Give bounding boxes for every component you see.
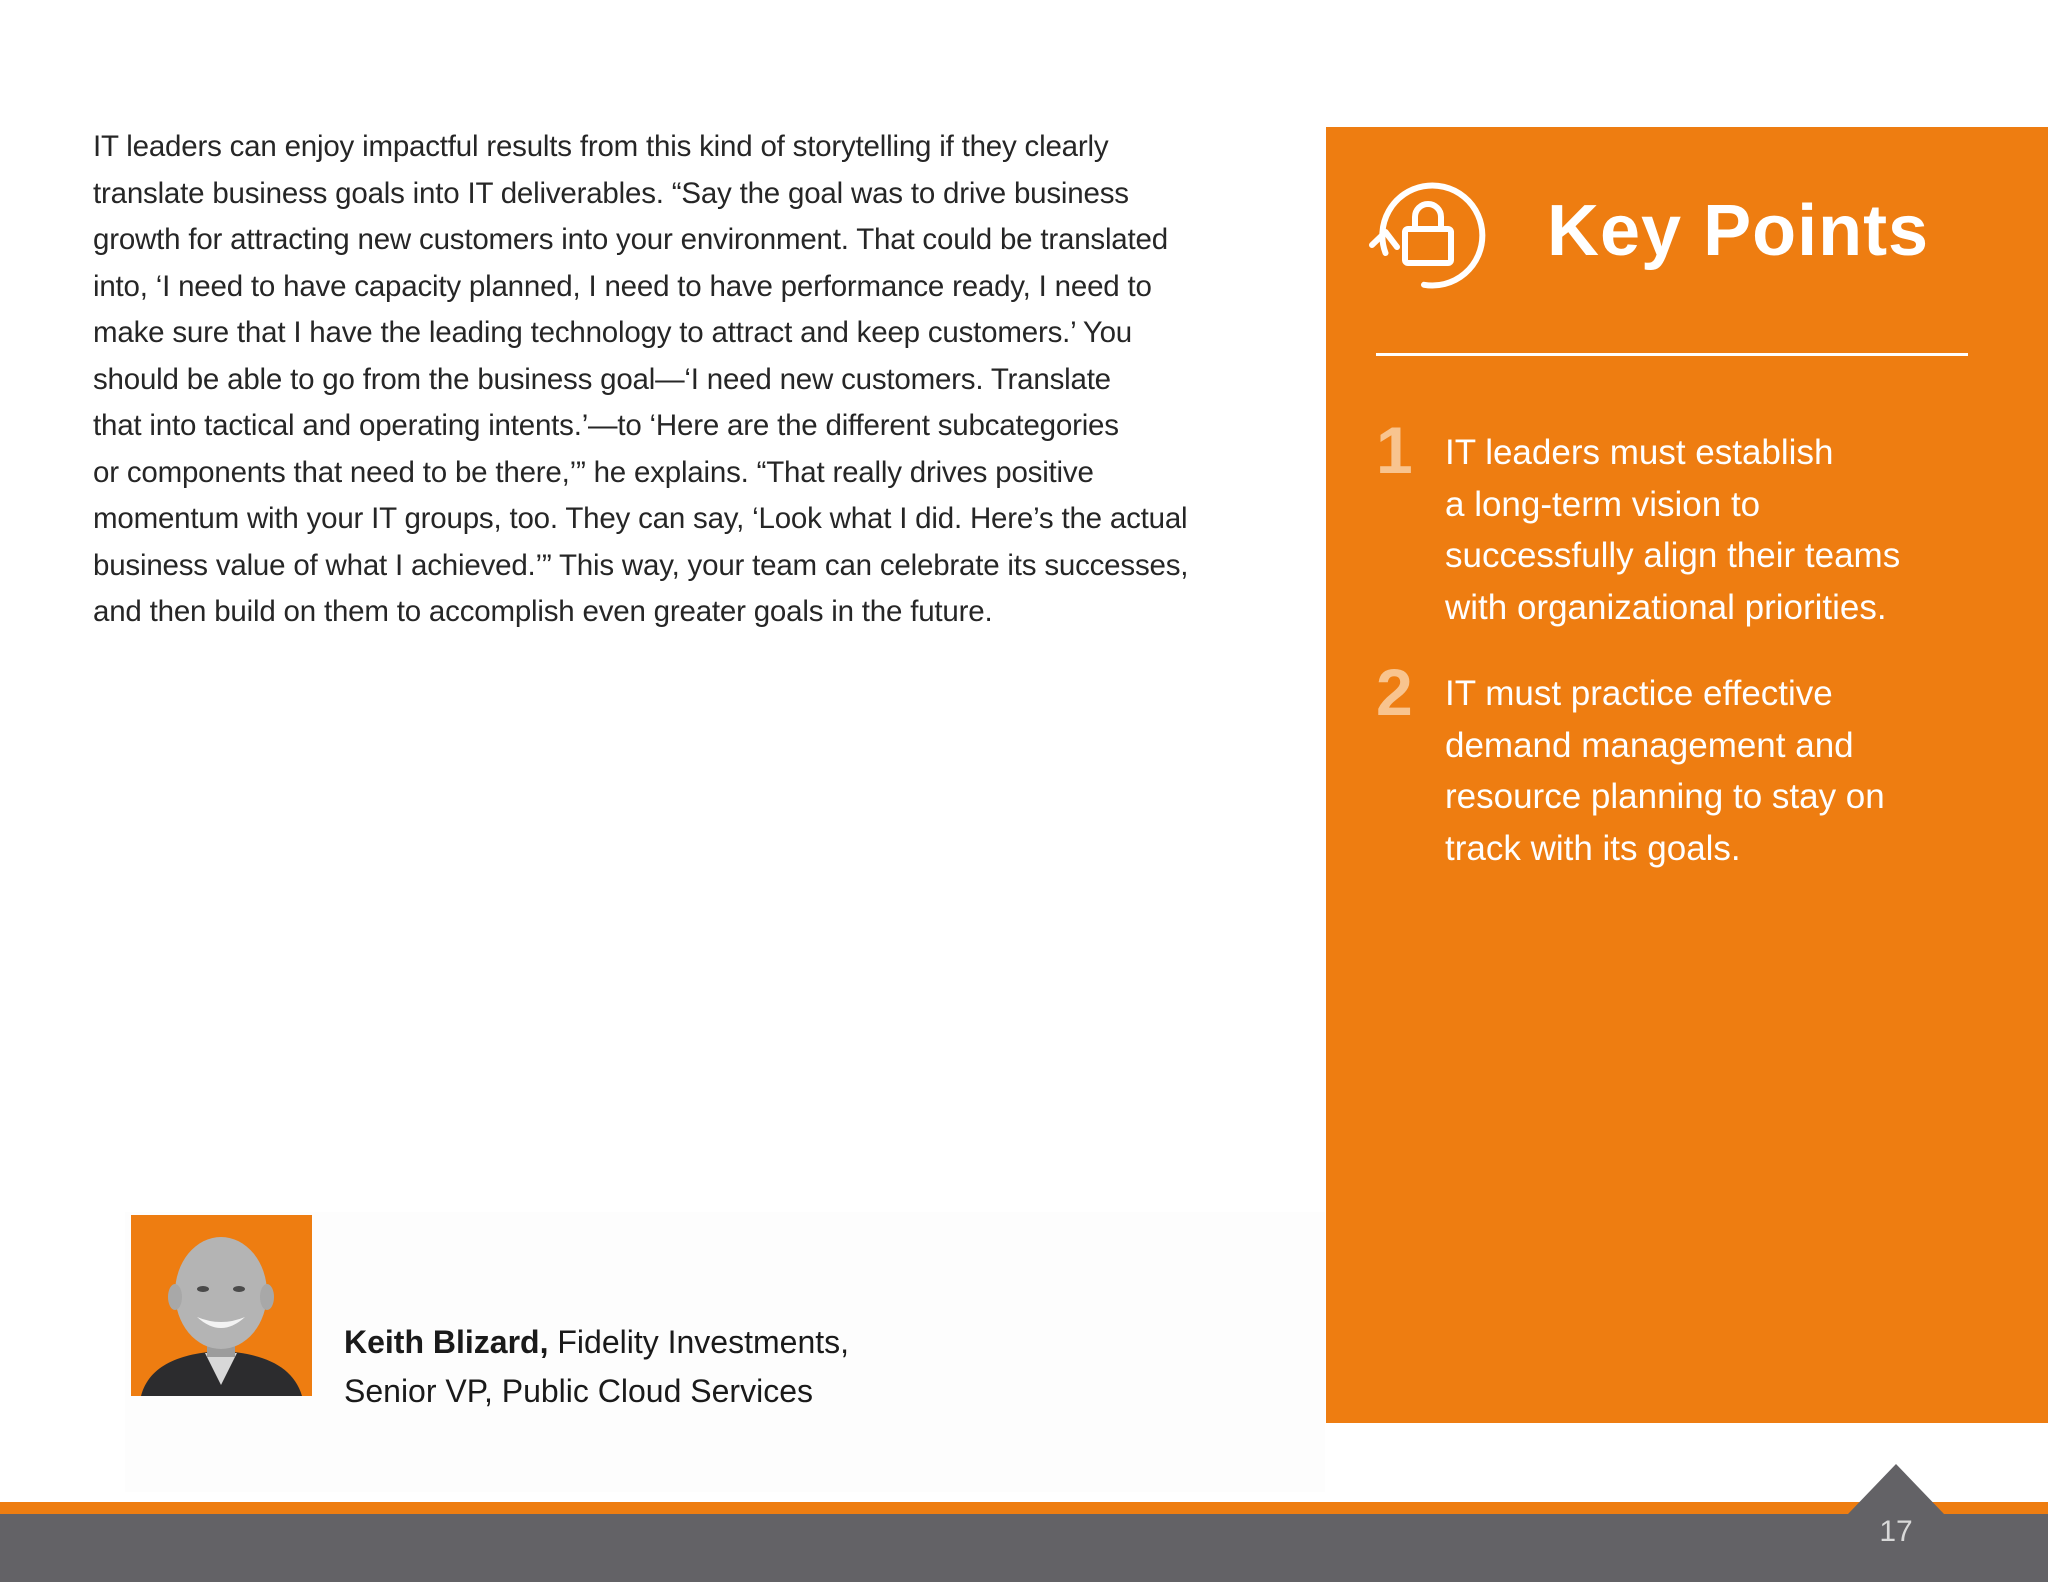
author-name: Keith Blizard, — [344, 1324, 549, 1360]
body-line: or components that need to be there,’” he explains. “That really drives positive — [93, 455, 1094, 489]
divider — [1376, 353, 1968, 356]
body-line: into, ‘I need to have capacity planned, I need to have performance ready, I need to — [93, 269, 1152, 303]
key-point-line: track with its goals. — [1445, 829, 1741, 869]
key-point-number: 1 — [1376, 413, 1413, 487]
footer-bar — [0, 1514, 2048, 1582]
body-line: growth for attracting new customers into your environment. That could be translated — [93, 223, 1168, 256]
body-line: and then build on them to accomplish even greater goals in the future. — [93, 595, 993, 628]
author-title: Senior VP, Public Cloud Services — [344, 1373, 813, 1409]
body-line: should be able to go from the business goal—‘I need new customers. Translate — [93, 362, 1111, 396]
body-line: make sure that I have the leading technology to attract and keep customers.’ You — [93, 316, 1133, 349]
attribution — [344, 1318, 849, 1416]
body-line: business value of what I achieved.’” This way, your team can celebrate its successes, — [93, 548, 1189, 582]
key-point-line: IT must practice effective — [1445, 674, 1833, 713]
key-point-line: successfully align their teams — [1445, 536, 1901, 576]
body-line: IT leaders can enjoy impactful results from this kind of storytelling if they clearly — [93, 130, 1109, 163]
key-point-line: resource planning to stay on — [1445, 777, 1885, 817]
key-point-number: 2 — [1376, 655, 1413, 729]
key-point-text — [1445, 427, 1900, 634]
article-body — [93, 124, 1243, 636]
body-line: momentum with your IT groups, too. They can say, ‘Look what I did. Here’s the actual — [93, 502, 1188, 535]
attribution-line-1 — [344, 1318, 849, 1367]
author-photo — [131, 1215, 312, 1396]
key-points-panel — [1326, 127, 2048, 1423]
key-point-line: with organizational priorities. — [1445, 588, 1887, 628]
lock-refresh-icon — [1364, 171, 1492, 299]
page-tab-triangle — [1848, 1464, 1944, 1514]
key-point-line: IT leaders must establish — [1445, 433, 1834, 472]
key-point-line: a long-term vision to — [1445, 484, 1761, 524]
person-portrait-icon — [131, 1215, 312, 1396]
page-number: 17 — [1879, 1515, 1913, 1548]
author-company: Fidelity Investments, — [548, 1324, 850, 1360]
key-point-line: demand management and — [1445, 725, 1854, 765]
body-line: translate business goals into IT deliverables. “Say the goal was to drive business — [93, 176, 1129, 210]
footer-accent-stripe — [0, 1502, 2048, 1514]
body-line: that into tactical and operating intents.’—to ‘Here are the different subcategories — [93, 409, 1119, 442]
key-points-heading: Key Points — [1547, 191, 1930, 271]
key-point-text — [1445, 668, 1885, 875]
